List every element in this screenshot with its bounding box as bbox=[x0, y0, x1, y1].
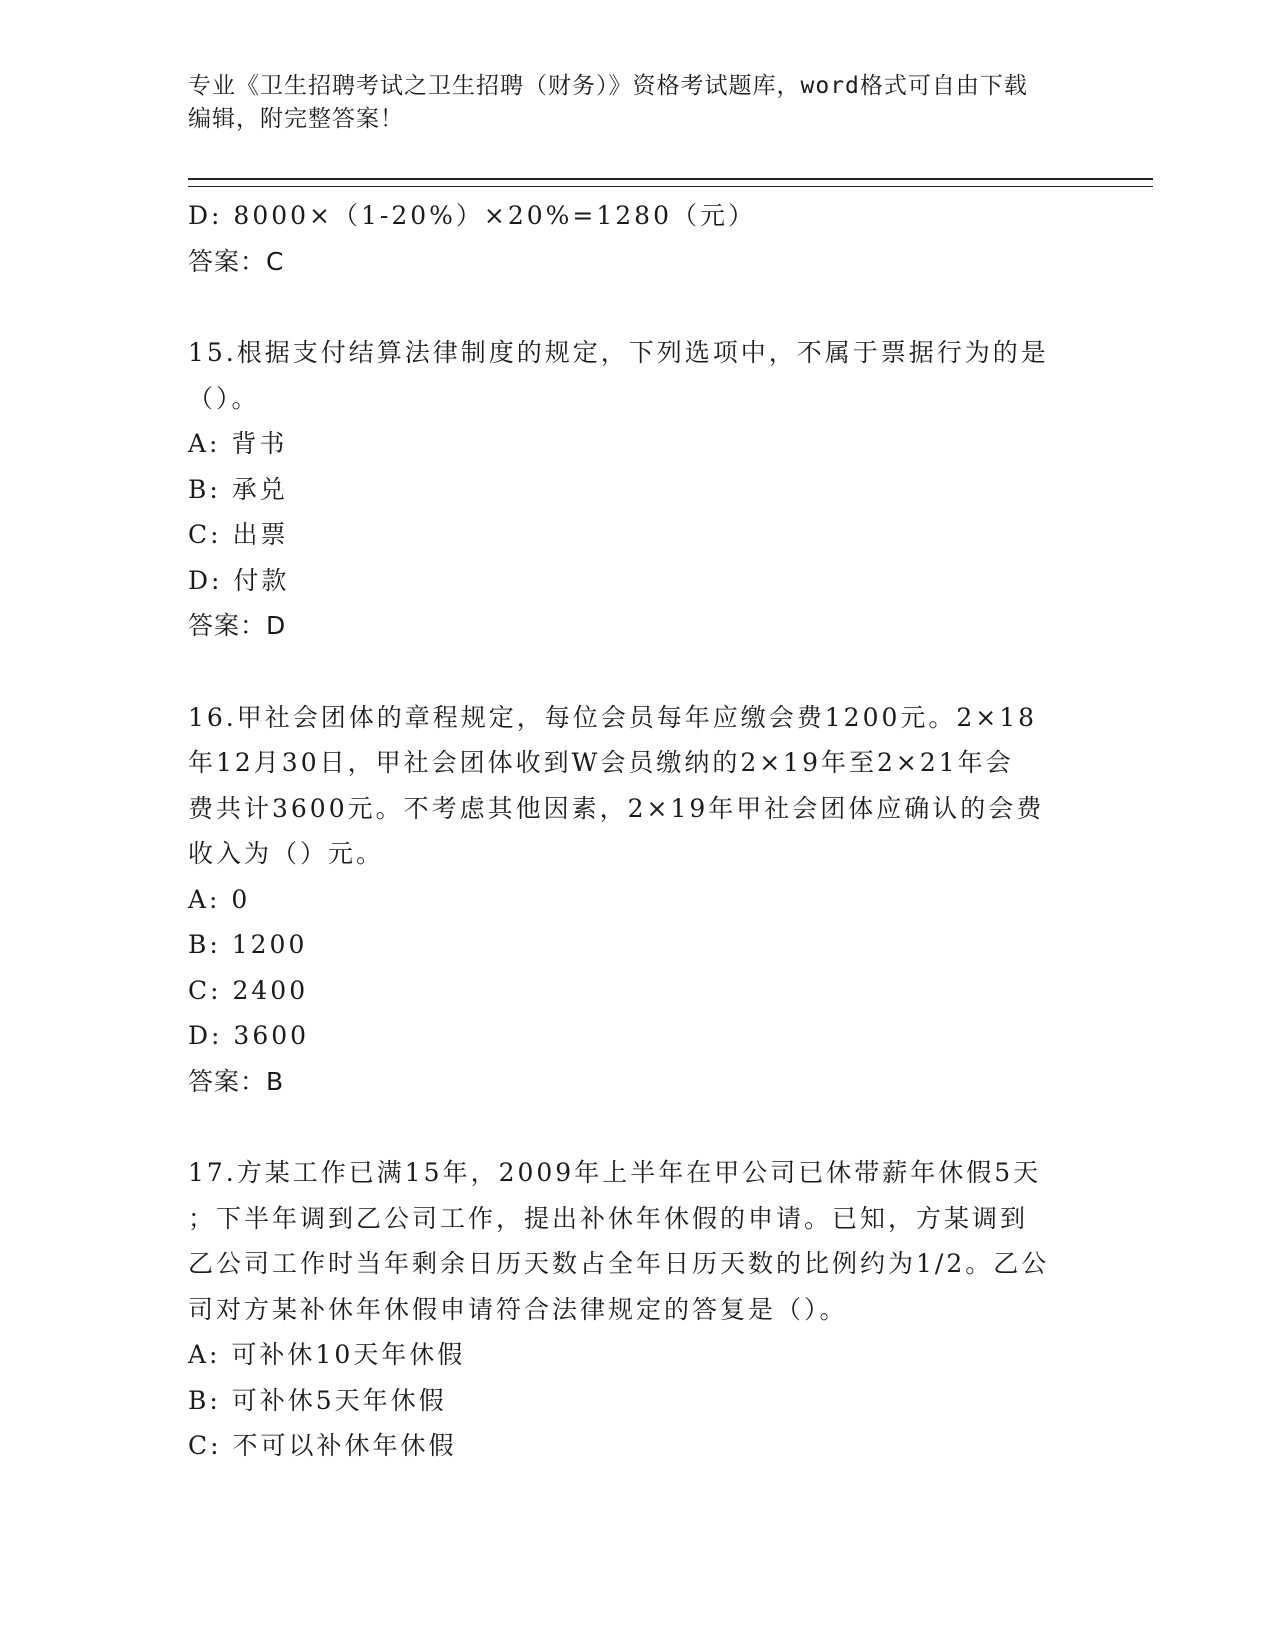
question-text-line: 年12月30日，甲社会团体收到W会员缴纳的2×19年至2×21年会 bbox=[188, 748, 1014, 777]
option-a: A: 0 bbox=[188, 884, 251, 914]
option-b: B: 承兑 bbox=[188, 474, 288, 504]
question-15 bbox=[188, 330, 1088, 649]
option-c: C: 2400 bbox=[188, 975, 309, 1005]
answer: 答案：B bbox=[188, 1066, 285, 1096]
option-d: D: 付款 bbox=[188, 565, 290, 595]
question-text-line: 费共计3600元。不考虑其他因素，2×19年甲社会团体应确认的会费 bbox=[188, 793, 1045, 823]
question-text-line: 15.根据支付结算法律制度的规定，下列选项中，不属于票据行为的是 bbox=[188, 338, 1049, 367]
question-17 bbox=[188, 1150, 1088, 1469]
answer: 答案：D bbox=[188, 611, 287, 640]
question-text-line: 司对方某补休年休假申请符合法律规定的答复是（）。 bbox=[188, 1294, 848, 1324]
header-line-2: 编辑，附完整答案！ bbox=[188, 106, 404, 132]
option-b: B: 可补休5天年休假 bbox=[188, 1385, 447, 1415]
prev-answer: 答案：C bbox=[188, 246, 285, 276]
page-header bbox=[188, 70, 1068, 136]
prev-option-d: D: 8000×（1-20%）×20%=1280（元） bbox=[188, 201, 756, 230]
option-a: A: 背书 bbox=[188, 429, 288, 458]
option-c: C: 出票 bbox=[188, 520, 289, 549]
option-b: B: 1200 bbox=[188, 930, 308, 959]
question-16 bbox=[188, 695, 1088, 1105]
option-d: D: 3600 bbox=[188, 1021, 310, 1050]
question-text-line: 17.方某工作已满15年，2009年上半年在甲公司已休带薪年休假5天 bbox=[188, 1158, 1042, 1187]
question-text-line: 16.甲社会团体的章程规定，每位会员每年应缴会费1200元。2×18 bbox=[188, 702, 1038, 732]
question-text-line: 乙公司工作时当年剩余日历天数占全年日历天数的比例约为1/2。乙公 bbox=[188, 1249, 1050, 1278]
document-page bbox=[188, 70, 1153, 1469]
question-text-line: （）。 bbox=[188, 383, 260, 413]
question-text-line: ；下半年调到乙公司工作，提出补休年休假的申请。已知，方某调到 bbox=[188, 1203, 1029, 1233]
header-divider bbox=[188, 178, 1153, 187]
question-text-line: 收入为（）元。 bbox=[188, 839, 385, 868]
option-a: A: 可补休10天年休假 bbox=[188, 1340, 466, 1369]
option-c: C: 不可以补休年休假 bbox=[188, 1431, 457, 1460]
question-content bbox=[188, 193, 1088, 1469]
header-line-1: 专业《卫生招聘考试之卫生招聘（财务）》资格考试题库，word格式可自由下载 bbox=[188, 73, 1028, 99]
